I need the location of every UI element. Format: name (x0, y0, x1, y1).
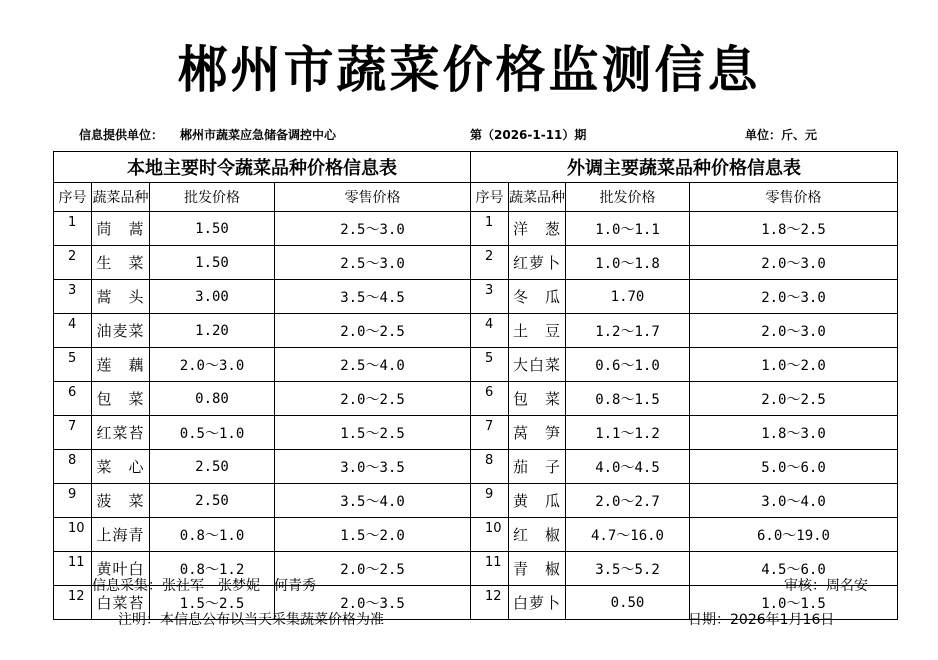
table-row (54, 382, 898, 416)
local-header-name: 蔬菜品种 (92, 183, 150, 212)
local-row-number: 5 (54, 348, 92, 382)
imported-row-number: 12 (471, 586, 509, 620)
imported-wholesale-price: 1.70 (566, 280, 690, 314)
local-vegetable-name: 包 菜 (92, 382, 150, 416)
reviewer: 审核：周名安 (784, 578, 868, 594)
local-row-number: 2 (54, 246, 92, 280)
local-vegetable-name: 生 菜 (92, 246, 150, 280)
table-body (54, 212, 898, 620)
imported-retail-price: 2.0～3.0 (690, 314, 898, 348)
imported-row-number: 4 (471, 314, 509, 348)
local-row-number: 6 (54, 382, 92, 416)
imported-wholesale-price: 1.1～1.2 (566, 416, 690, 450)
imported-wholesale-price: 1.0～1.8 (566, 246, 690, 280)
local-retail-price: 2.0～2.5 (275, 382, 471, 416)
imported-vegetable-name: 大白菜 (509, 348, 566, 382)
imported-retail-price: 5.0～6.0 (690, 450, 898, 484)
page-title: 郴州市蔬菜价格监测信息 (177, 41, 761, 99)
local-retail-price: 2.0～3.5 (275, 586, 471, 620)
imported-row-number: 1 (471, 212, 509, 246)
imported-wholesale-price: 1.2～1.7 (566, 314, 690, 348)
table-row (54, 212, 898, 246)
imported-row-number: 2 (471, 246, 509, 280)
local-retail-price: 2.5～3.0 (275, 246, 471, 280)
imported-vegetable-name: 冬 瓜 (509, 280, 566, 314)
local-header-retail: 零售价格 (275, 183, 471, 212)
local-retail-price: 2.5～3.0 (275, 212, 471, 246)
local-vegetable-name: 油麦菜 (92, 314, 150, 348)
imported-wholesale-price: 0.6～1.0 (566, 348, 690, 382)
imported-vegetable-name: 红萝卜 (509, 246, 566, 280)
imported-wholesale-price: 2.0～2.7 (566, 484, 690, 518)
imported-retail-price: 2.0～2.5 (690, 382, 898, 416)
local-wholesale-price: 3.00 (150, 280, 275, 314)
local-retail-price: 1.5～2.0 (275, 518, 471, 552)
imported-wholesale-price: 3.5～5.2 (566, 552, 690, 586)
unit-label: 单位：斤、元 (745, 128, 818, 142)
local-row-number: 10 (54, 518, 92, 552)
imported-retail-price: 2.0～3.0 (690, 280, 898, 314)
local-row-number: 9 (54, 484, 92, 518)
local-retail-price: 2.0～2.5 (275, 314, 471, 348)
local-wholesale-price: 1.50 (150, 212, 275, 246)
note: 注明：本信息公布以当天采集蔬菜价格为准 (118, 612, 384, 628)
table-row (54, 518, 898, 552)
imported-vegetable-name: 土 豆 (509, 314, 566, 348)
imported-wholesale-price: 0.50 (566, 586, 690, 620)
local-vegetable-name: 黄叶白 (92, 552, 150, 586)
local-retail-price: 2.0～2.5 (275, 552, 471, 586)
imported-retail-price: 1.0～2.0 (690, 348, 898, 382)
provider-name: 郴州市蔬菜应急储备调控中心 (180, 128, 337, 142)
local-wholesale-price: 0.8～1.2 (150, 552, 275, 586)
table-row (54, 348, 898, 382)
local-wholesale-price: 0.5～1.0 (150, 416, 275, 450)
local-vegetable-name: 莲 藕 (92, 348, 150, 382)
imported-vegetable-name: 白萝卜 (509, 586, 566, 620)
local-vegetable-name: 蒿 头 (92, 280, 150, 314)
local-header-wholesale: 批发价格 (150, 183, 275, 212)
local-vegetable-name: 白菜苔 (92, 586, 150, 620)
imported-table-title: 外调主要蔬菜品种价格信息表 (471, 152, 898, 183)
imported-wholesale-price: 0.8～1.5 (566, 382, 690, 416)
table-row (54, 280, 898, 314)
imported-row-number: 5 (471, 348, 509, 382)
local-row-number: 11 (54, 552, 92, 586)
local-row-number: 12 (54, 586, 92, 620)
imported-row-number: 10 (471, 518, 509, 552)
imported-retail-price: 4.5～6.0 (690, 552, 898, 586)
table-row (54, 450, 898, 484)
collectors: 信息采集：张社军 张梦妮 何青秀 (92, 578, 316, 594)
local-vegetable-name: 茼 蒿 (92, 212, 150, 246)
local-retail-price: 3.5～4.0 (275, 484, 471, 518)
local-row-number: 1 (54, 212, 92, 246)
imported-vegetable-name: 黄 瓜 (509, 484, 566, 518)
local-row-number: 8 (54, 450, 92, 484)
imported-retail-price: 1.8～2.5 (690, 212, 898, 246)
imported-header-wholesale: 批发价格 (566, 183, 690, 212)
local-header-no: 序号 (54, 183, 92, 212)
local-retail-price: 3.0～3.5 (275, 450, 471, 484)
local-wholesale-price: 2.50 (150, 450, 275, 484)
table-row (54, 246, 898, 280)
local-retail-price: 3.5～4.5 (275, 280, 471, 314)
imported-header-retail: 零售价格 (690, 183, 898, 212)
local-wholesale-price: 1.5～2.5 (150, 586, 275, 620)
imported-vegetable-name: 莴 笋 (509, 416, 566, 450)
table-row (54, 416, 898, 450)
imported-row-number: 3 (471, 280, 509, 314)
local-vegetable-name: 上海青 (92, 518, 150, 552)
table-row (54, 314, 898, 348)
local-row-number: 7 (54, 416, 92, 450)
imported-vegetable-name: 洋 葱 (509, 212, 566, 246)
imported-vegetable-name: 茄 子 (509, 450, 566, 484)
local-vegetable-name: 红菜苔 (92, 416, 150, 450)
table-row (54, 484, 898, 518)
issue-number: 第（2026-1-11）期 (470, 128, 587, 142)
price-table (53, 151, 898, 620)
imported-vegetable-name: 青 椒 (509, 552, 566, 586)
imported-retail-price: 1.8～3.0 (690, 416, 898, 450)
local-wholesale-price: 0.8～1.0 (150, 518, 275, 552)
imported-retail-price: 6.0～19.0 (690, 518, 898, 552)
local-wholesale-price: 0.80 (150, 382, 275, 416)
local-wholesale-price: 2.0～3.0 (150, 348, 275, 382)
imported-vegetable-name: 红 椒 (509, 518, 566, 552)
imported-row-number: 11 (471, 552, 509, 586)
local-row-number: 3 (54, 280, 92, 314)
imported-wholesale-price: 4.7～16.0 (566, 518, 690, 552)
imported-wholesale-price: 1.0～1.1 (566, 212, 690, 246)
imported-header-name: 蔬菜品种 (509, 183, 566, 212)
local-row-number: 4 (54, 314, 92, 348)
imported-retail-price: 1.0～1.5 (690, 586, 898, 620)
local-wholesale-price: 2.50 (150, 484, 275, 518)
local-retail-price: 1.5～2.5 (275, 416, 471, 450)
imported-vegetable-name: 包 菜 (509, 382, 566, 416)
imported-retail-price: 3.0～4.0 (690, 484, 898, 518)
local-vegetable-name: 菠 菜 (92, 484, 150, 518)
local-vegetable-name: 菜 心 (92, 450, 150, 484)
imported-row-number: 6 (471, 382, 509, 416)
provider-label: 信息提供单位： (79, 128, 164, 142)
local-retail-price: 2.5～4.0 (275, 348, 471, 382)
local-table-title: 本地主要时令蔬菜品种价格信息表 (54, 152, 471, 183)
imported-row-number: 7 (471, 416, 509, 450)
imported-retail-price: 2.0～3.0 (690, 246, 898, 280)
imported-header-no: 序号 (471, 183, 509, 212)
imported-row-number: 9 (471, 484, 509, 518)
local-wholesale-price: 1.20 (150, 314, 275, 348)
publish-date: 日期：2026年1月16日 (688, 612, 835, 628)
imported-row-number: 8 (471, 450, 509, 484)
local-wholesale-price: 1.50 (150, 246, 275, 280)
imported-wholesale-price: 4.0～4.5 (566, 450, 690, 484)
